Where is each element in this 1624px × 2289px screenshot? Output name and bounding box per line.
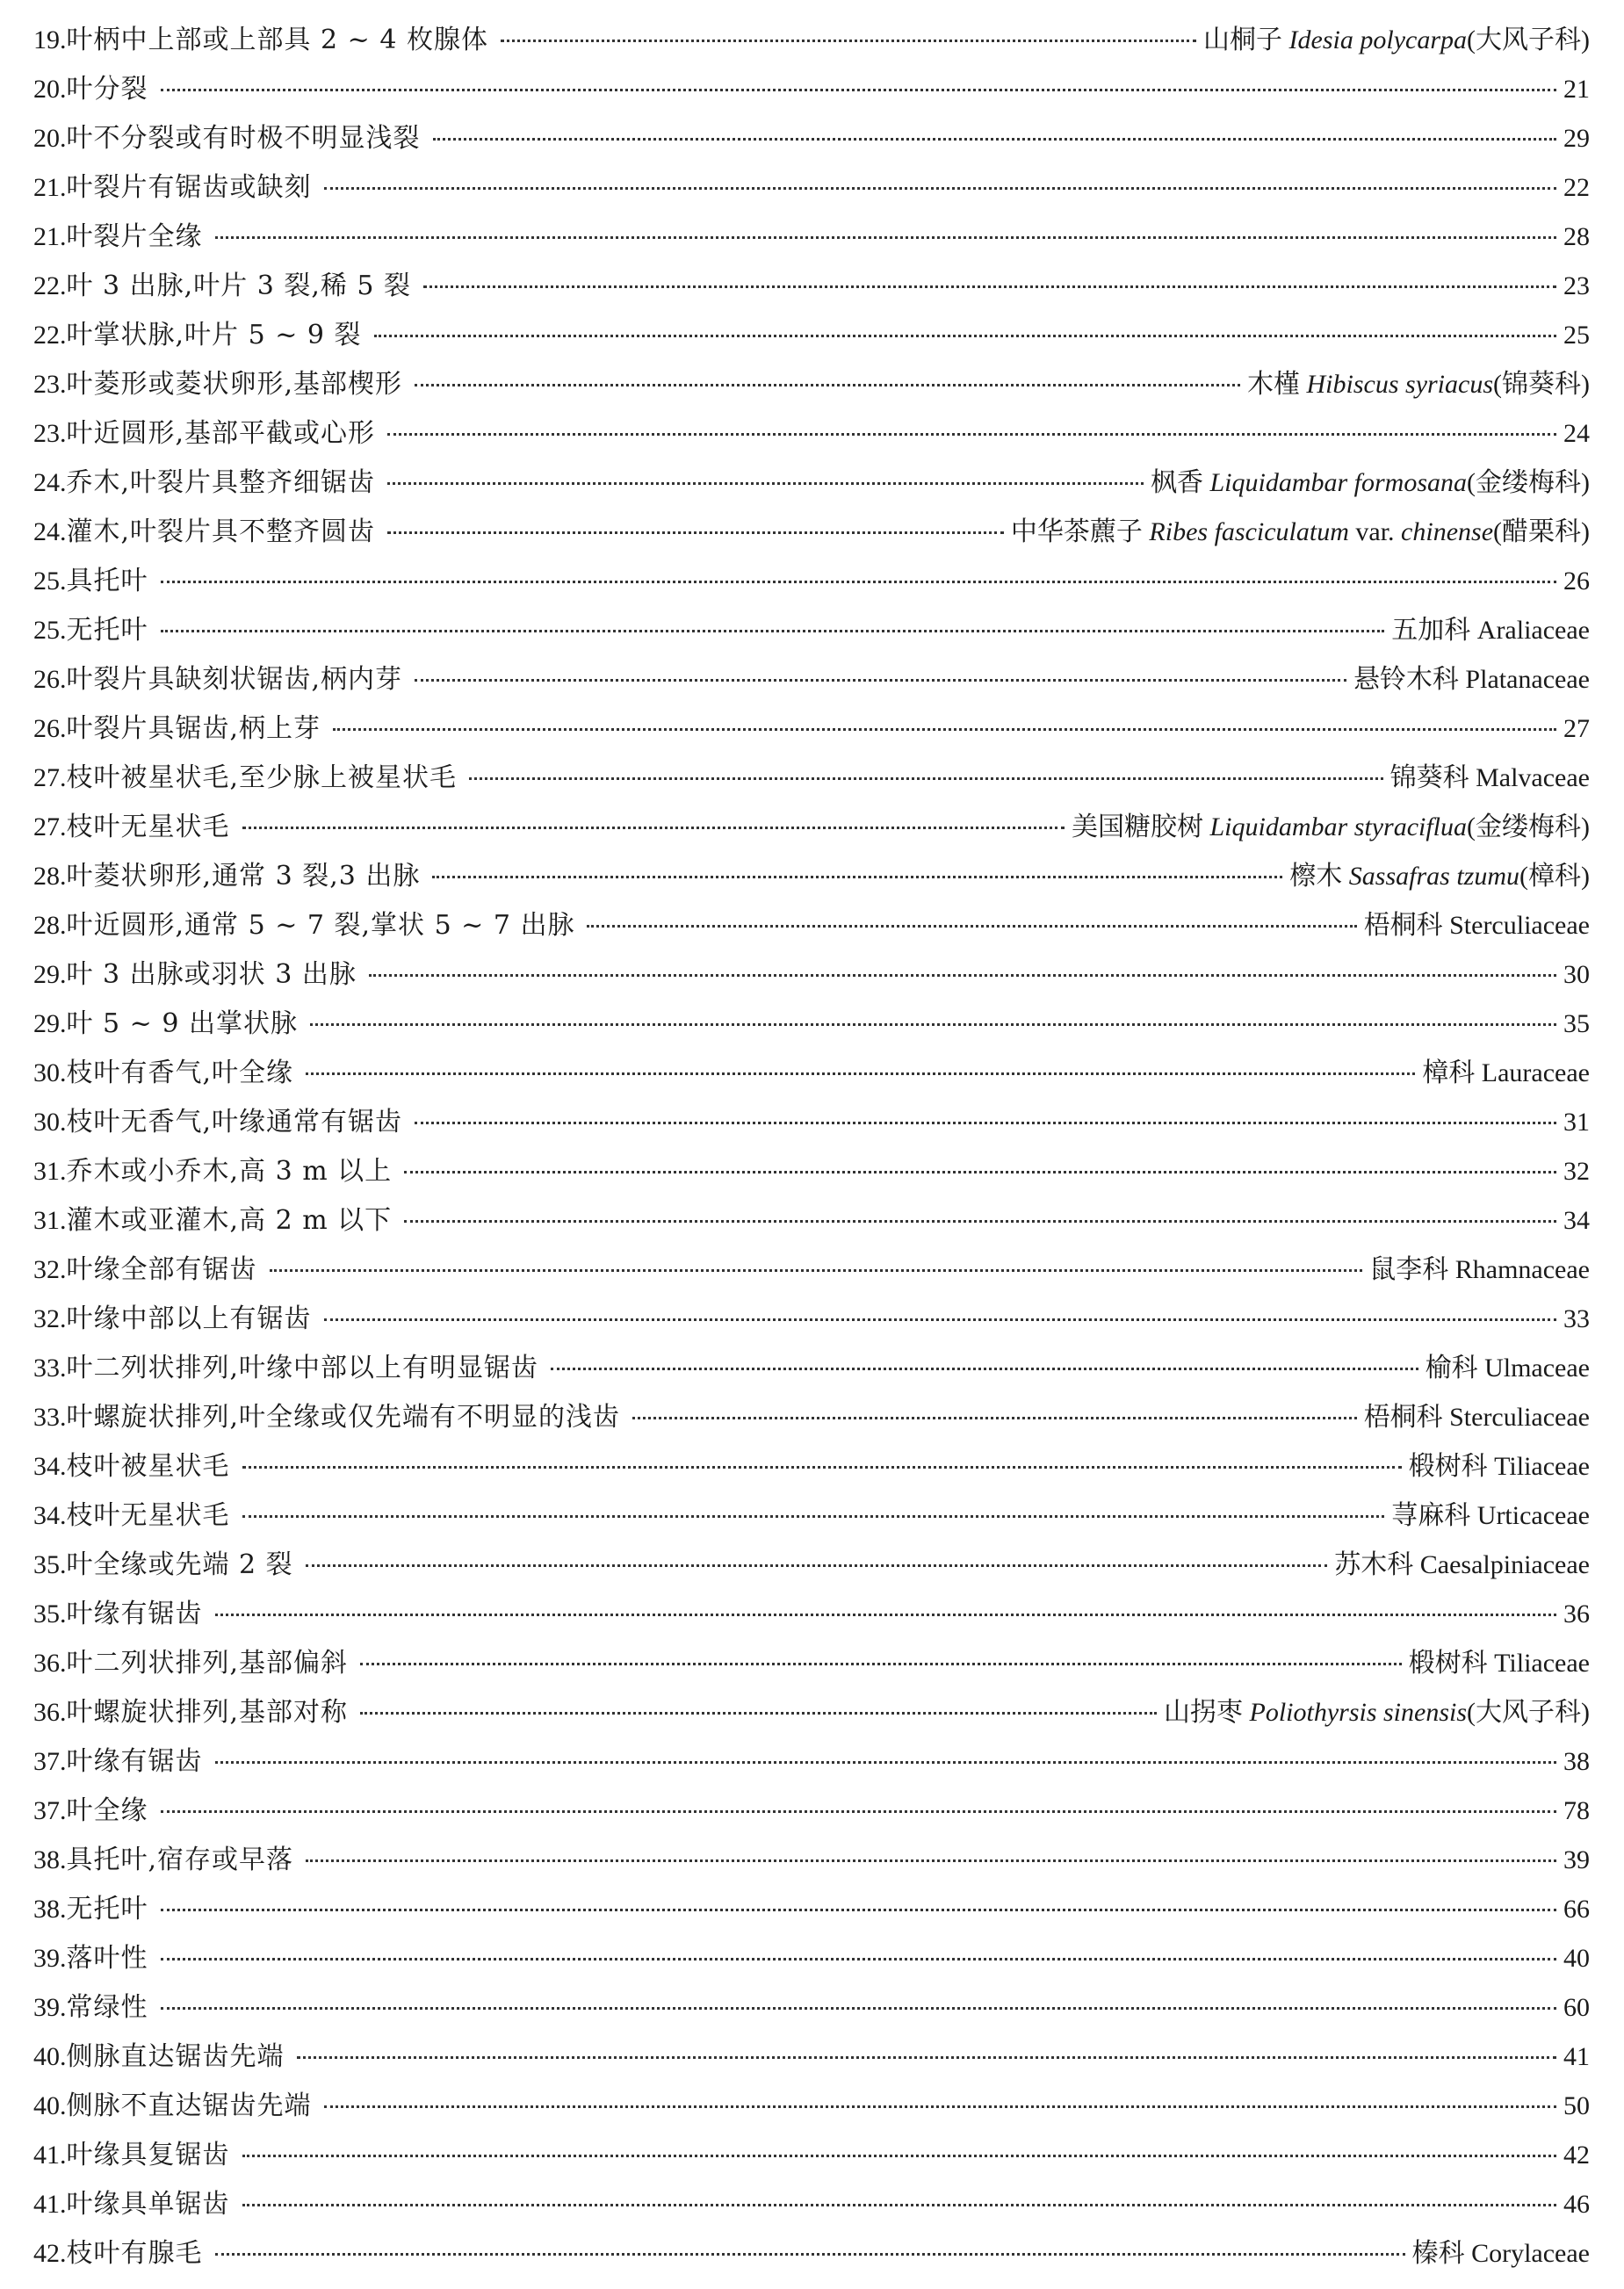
key-entry	[33, 1393, 1590, 1442]
dot-leader	[387, 433, 1556, 436]
key-entry-description: 叶柄中上部或上部具 2 ~ 4 枚腺体	[66, 25, 488, 55]
key-entry-number: 28.	[33, 911, 67, 940]
key-entry-target: 22	[1563, 173, 1590, 202]
key-entry	[33, 65, 1590, 114]
key-entry-target: 46	[1563, 2190, 1590, 2219]
key-entry-target: 檫木 Sassafras tzumu(樟科)	[1289, 862, 1590, 891]
key-entry	[33, 360, 1590, 409]
key-entry-description: 叶二列状排列,叶缘中部以上有明显锯齿	[66, 1353, 539, 1383]
key-entry-description: 叶掌状脉,叶片 5 ~ 9 裂	[66, 320, 362, 350]
dot-leader	[324, 1318, 1557, 1321]
dot-leader	[360, 1663, 1402, 1665]
key-entry-number: 36.	[33, 1649, 67, 1678]
dot-leader	[632, 1417, 1357, 1419]
key-entry	[33, 1147, 1590, 1196]
key-entry-target: 梧桐科 Sterculiaceae	[1363, 911, 1590, 940]
key-entry-description: 侧脉不直达锯齿先端	[66, 2090, 312, 2121]
key-entry-number: 41.	[33, 2141, 67, 2170]
key-entry	[33, 1246, 1590, 1295]
key-entry	[33, 2180, 1590, 2229]
key-entry-number: 24.	[33, 517, 67, 546]
key-entry	[33, 655, 1590, 704]
key-entry-target: 枫香 Liquidambar formosana(金缕梅科)	[1150, 468, 1590, 497]
dot-leader	[306, 1072, 1415, 1075]
dot-leader	[161, 1958, 1557, 1960]
key-entry	[33, 1442, 1590, 1491]
scientific-name: Ribes fasciculatum	[1149, 517, 1349, 546]
key-entry-target: 30	[1563, 960, 1590, 989]
key-entry-number: 40.	[33, 2042, 67, 2071]
dot-leader	[215, 1614, 1557, 1616]
key-entry-number: 31.	[33, 1157, 67, 1186]
dot-leader	[469, 777, 1383, 780]
key-entry-target: 中华茶藨子 Ribes fasciculatum var. chinense(醋栗科)	[1010, 517, 1590, 546]
key-entry	[33, 1836, 1590, 1885]
key-entry	[33, 213, 1590, 262]
dot-leader	[161, 630, 1385, 632]
key-entry-target: 椴树科 Tiliaceae	[1408, 1649, 1590, 1678]
key-entry-number: 38.	[33, 1895, 67, 1924]
key-entry	[33, 2131, 1590, 2180]
key-entry	[33, 1639, 1590, 1688]
key-entry-target: 50	[1563, 2091, 1590, 2120]
key-entry-description: 叶全缘	[66, 1795, 148, 1826]
key-entry-description: 无托叶	[66, 615, 148, 646]
key-entry	[33, 1049, 1590, 1098]
key-entry-description: 具托叶,宿存或早落	[66, 1845, 294, 1875]
key-entry-target: 39	[1563, 1845, 1590, 1874]
dot-leader	[242, 1466, 1402, 1469]
key-entry-number: 33.	[33, 1403, 67, 1432]
dot-leader	[310, 1023, 1556, 1026]
key-entry-target: 荨麻科 Urticaceae	[1391, 1501, 1590, 1530]
key-entry-description: 叶缘具单锯齿	[66, 2189, 230, 2220]
key-entry	[33, 1590, 1590, 1639]
key-entry-target: 28	[1563, 222, 1590, 251]
key-entry-number: 39.	[33, 1993, 67, 2022]
key-entry-description: 常绿性	[66, 1992, 148, 2023]
key-entry-number: 30.	[33, 1058, 67, 1087]
dot-leader	[297, 2056, 1557, 2059]
key-entry-description: 枝叶被星状毛	[66, 1451, 230, 1482]
key-entry	[33, 1934, 1590, 1983]
key-entry-description: 叶分裂	[66, 74, 148, 105]
key-entry-target: 42	[1563, 2141, 1590, 2170]
key-entry	[33, 114, 1590, 163]
key-entry-target: 41	[1563, 2042, 1590, 2071]
dot-leader	[415, 679, 1346, 682]
key-entry-number: 35.	[33, 1550, 67, 1579]
key-entry-target: 34	[1563, 1206, 1590, 1235]
key-entry-description: 叶 3 出脉或羽状 3 出脉	[66, 959, 357, 990]
key-entry-number: 31.	[33, 1206, 67, 1235]
key-entry-number: 37.	[33, 1796, 67, 1825]
key-entry-description: 叶近圆形,基部平截或心形	[66, 418, 376, 449]
dot-leader	[242, 1515, 1385, 1518]
key-entry	[33, 1983, 1590, 2033]
dot-leader	[306, 1859, 1556, 1862]
dot-leader	[242, 827, 1065, 829]
key-entry-description: 叶缘具复锯齿	[66, 2140, 230, 2170]
key-entry-description: 叶裂片有锯齿或缺刻	[66, 172, 312, 203]
key-entry-number: 24.	[33, 468, 67, 497]
key-entry-number: 25.	[33, 567, 67, 596]
dot-leader	[324, 187, 1557, 190]
key-entry-target: 23	[1563, 271, 1590, 300]
dot-leader	[587, 925, 1356, 928]
key-entry-description: 乔木,叶裂片具整齐细锯齿	[66, 467, 376, 498]
key-entry-target: 鼠李科 Rhamnaceae	[1369, 1255, 1590, 1284]
key-entry-description: 叶裂片全缘	[66, 221, 203, 252]
key-entry-number: 25.	[33, 616, 67, 645]
scientific-name: Poliothyrsis sinensis	[1249, 1698, 1468, 1727]
key-entry-description: 叶二列状排列,基部偏斜	[66, 1648, 349, 1679]
key-entry-target: 悬铃木科 Platanaceae	[1353, 665, 1590, 694]
key-entry-number: 19.	[33, 25, 67, 54]
key-entry-number: 30.	[33, 1108, 67, 1137]
key-entry-description: 落叶性	[66, 1943, 148, 1974]
key-entry-target: 木槿 Hibiscus syriacus(锦葵科)	[1247, 370, 1590, 399]
key-entry-description: 侧脉直达锯齿先端	[66, 2041, 285, 2072]
key-entry-target: 33	[1563, 1304, 1590, 1333]
key-entry-description: 枝叶被星状毛,至少脉上被星状毛	[66, 762, 458, 793]
key-entry-number: 28.	[33, 862, 67, 891]
key-entry	[33, 1541, 1590, 1590]
key-entry-description: 叶 5 ~ 9 出掌状脉	[66, 1008, 298, 1039]
key-entry-target: 21	[1563, 75, 1590, 104]
key-entry-number: 20.	[33, 124, 67, 153]
key-entry-number: 35.	[33, 1599, 67, 1628]
key-entry	[33, 1688, 1590, 1737]
key-entry-target: 榛科 Corylaceae	[1411, 2239, 1590, 2268]
key-entry-description: 叶全缘或先端 2 裂	[66, 1549, 293, 1580]
key-entry-number: 23.	[33, 419, 67, 448]
key-entry	[33, 606, 1590, 655]
dot-leader	[432, 876, 1282, 878]
key-entry-description: 叶缘中部以上有锯齿	[66, 1303, 312, 1334]
key-entry-number: 39.	[33, 1944, 67, 1973]
scientific-name: Hibiscus syriacus	[1306, 370, 1494, 399]
key-entry	[33, 459, 1590, 508]
key-entry-description: 叶缘有锯齿	[66, 1599, 203, 1629]
key-entry-number: 22.	[33, 321, 67, 350]
key-entry-target: 苏木科 Caesalpiniaceae	[1334, 1550, 1590, 1579]
dot-leader	[161, 2007, 1557, 2010]
key-entry-target: 25	[1563, 321, 1590, 350]
scientific-name: Liquidambar formosana	[1209, 468, 1468, 497]
key-entry	[33, 950, 1590, 1000]
key-entry	[33, 262, 1590, 311]
key-entry-number: 40.	[33, 2091, 67, 2120]
key-entry-number: 27.	[33, 812, 67, 841]
dot-leader	[161, 89, 1557, 91]
dot-leader	[215, 1761, 1557, 1764]
key-entry-description: 灌木或亚灌木,高 2 m 以下	[66, 1205, 393, 1236]
key-entry-description: 灌木,叶裂片具不整齐圆齿	[66, 516, 376, 547]
key-entry-target: 榆科 Ulmaceae	[1425, 1354, 1590, 1383]
key-entry	[33, 311, 1590, 360]
key-entry-target: 26	[1563, 567, 1590, 596]
dot-leader	[387, 531, 1004, 534]
key-entry-number: 26.	[33, 714, 67, 743]
key-entry-description: 叶 3 出脉,叶片 3 裂,稀 5 裂	[66, 271, 412, 301]
dot-leader	[423, 285, 1556, 288]
key-entry-target: 38	[1563, 1747, 1590, 1776]
key-entry-number: 21.	[33, 173, 67, 202]
key-entry-number: 42.	[33, 2239, 67, 2268]
scientific-name: Idesia polycarpa	[1288, 25, 1468, 54]
key-entry	[33, 754, 1590, 803]
key-entry	[33, 2229, 1590, 2278]
dot-leader	[270, 1269, 1363, 1272]
key-entry	[33, 1737, 1590, 1787]
key-entry-description: 枝叶有腺毛	[66, 2238, 203, 2269]
key-entry-description: 枝叶无香气,叶缘通常有锯齿	[66, 1107, 403, 1137]
key-entry	[33, 2082, 1590, 2131]
key-entry	[33, 901, 1590, 950]
key-entry-description: 叶近圆形,通常 5 ~ 7 裂,掌状 5 ~ 7 出脉	[66, 910, 575, 941]
key-entry-number: 22.	[33, 271, 67, 300]
key-entry-target: 60	[1563, 1993, 1590, 2022]
key-entry-target: 樟科 Lauraceae	[1422, 1058, 1590, 1087]
key-entry-target: 78	[1563, 1796, 1590, 1825]
key-entry-target: 40	[1563, 1944, 1590, 1973]
key-entry	[33, 1196, 1590, 1246]
dot-leader	[433, 138, 1557, 141]
key-entry-number: 41.	[33, 2190, 67, 2219]
key-entry-number: 21.	[33, 222, 67, 251]
dot-leader	[551, 1368, 1418, 1370]
key-entry-number: 36.	[33, 1698, 67, 1727]
key-entry	[33, 852, 1590, 901]
key-entry-number: 29.	[33, 960, 67, 989]
key-entry	[33, 1491, 1590, 1541]
identification-key	[33, 16, 1590, 2278]
key-entry-description: 叶裂片具锯齿,柄上芽	[66, 713, 321, 744]
key-entry-description: 叶螺旋状排列,叶全缘或仅先端有不明显的浅齿	[66, 1402, 621, 1433]
dot-leader	[415, 384, 1240, 386]
dot-leader	[242, 2204, 1557, 2206]
key-entry-target: 35	[1563, 1009, 1590, 1038]
key-entry-description: 无托叶	[66, 1894, 148, 1924]
scientific-name: Liquidambar styraciflua	[1209, 812, 1468, 841]
key-entry-description: 具托叶	[66, 566, 148, 596]
dot-leader	[374, 335, 1557, 337]
key-entry	[33, 1885, 1590, 1934]
key-entry-description: 叶裂片具缺刻状锯齿,柄内芽	[66, 664, 403, 695]
key-entry-number: 37.	[33, 1747, 67, 1776]
key-entry-target: 山拐枣 Poliothyrsis sinensis(大风子科)	[1164, 1698, 1590, 1727]
key-entry-target: 29	[1563, 124, 1590, 153]
dot-leader	[369, 974, 1556, 977]
key-entry-number: 23.	[33, 370, 67, 399]
key-entry-number: 29.	[33, 1009, 67, 1038]
key-entry-number: 27.	[33, 763, 67, 792]
dot-leader	[161, 1909, 1557, 1911]
key-entry	[33, 803, 1590, 852]
key-entry-target: 锦葵科 Malvaceae	[1389, 763, 1590, 792]
key-entry-number: 38.	[33, 1845, 67, 1874]
dot-leader	[161, 581, 1557, 583]
key-entry-target: 66	[1563, 1895, 1590, 1924]
key-entry	[33, 16, 1590, 65]
dot-leader	[387, 482, 1144, 485]
key-entry-description: 叶缘全部有锯齿	[66, 1254, 257, 1285]
key-entry	[33, 508, 1590, 557]
key-entry-target: 美国糖胶树 Liquidambar styraciflua(金缕梅科)	[1072, 812, 1590, 841]
key-entry	[33, 704, 1590, 754]
key-entry-target: 五加科 Araliaceae	[1391, 616, 1590, 645]
dot-leader	[501, 40, 1196, 42]
dot-leader	[415, 1122, 1556, 1124]
key-entry-description: 叶菱状卵形,通常 3 裂,3 出脉	[66, 861, 421, 892]
key-entry	[33, 1787, 1590, 1836]
key-entry-number: 32.	[33, 1304, 67, 1333]
key-entry-description: 枝叶无星状毛	[66, 1500, 230, 1531]
dot-leader	[161, 1810, 1557, 1813]
key-entry-description: 枝叶有香气,叶全缘	[66, 1058, 294, 1088]
key-entry-target: 椴树科 Tiliaceae	[1408, 1452, 1590, 1481]
key-entry	[33, 409, 1590, 459]
dot-leader	[360, 1712, 1157, 1715]
dot-leader	[324, 2105, 1557, 2108]
key-entry-number: 26.	[33, 665, 67, 694]
dot-leader	[215, 2253, 1405, 2256]
key-entry-target: 27	[1563, 714, 1590, 743]
key-entry-description: 叶不分裂或有时极不明显浅裂	[66, 123, 421, 154]
key-entry	[33, 1000, 1590, 1049]
key-entry-number: 20.	[33, 75, 67, 104]
key-entry-target: 32	[1563, 1157, 1590, 1186]
key-entry-target: 31	[1563, 1108, 1590, 1137]
key-entry	[33, 1344, 1590, 1393]
key-entry	[33, 1098, 1590, 1147]
key-entry-number: 32.	[33, 1255, 67, 1284]
key-entry-target: 36	[1563, 1599, 1590, 1628]
dot-leader	[215, 236, 1557, 239]
key-entry-number: 34.	[33, 1501, 67, 1530]
dot-leader	[306, 1564, 1328, 1567]
scientific-variety: chinense	[1401, 517, 1494, 546]
key-entry	[33, 557, 1590, 606]
dot-leader	[242, 2155, 1557, 2157]
dot-leader	[404, 1220, 1556, 1223]
dot-leader	[404, 1171, 1556, 1173]
key-entry	[33, 1295, 1590, 1344]
key-entry-number: 33.	[33, 1354, 67, 1383]
key-entry-target: 梧桐科 Sterculiaceae	[1363, 1403, 1590, 1432]
key-entry-description: 枝叶无星状毛	[66, 812, 230, 842]
key-entry-description: 乔木或小乔木,高 3 m 以上	[66, 1156, 393, 1187]
key-entry-target: 山桐子 Idesia polycarpa(大风子科)	[1203, 25, 1590, 54]
key-entry-description: 叶缘有锯齿	[66, 1746, 203, 1777]
key-entry-description: 叶菱形或菱状卵形,基部楔形	[66, 369, 403, 400]
key-entry-target: 24	[1563, 419, 1590, 448]
key-entry-number: 34.	[33, 1452, 67, 1481]
dot-leader	[333, 728, 1556, 731]
scientific-name: Sassafras tzumu	[1348, 862, 1520, 891]
key-entry	[33, 163, 1590, 213]
key-entry	[33, 2033, 1590, 2082]
key-entry-description: 叶螺旋状排列,基部对称	[66, 1697, 349, 1728]
